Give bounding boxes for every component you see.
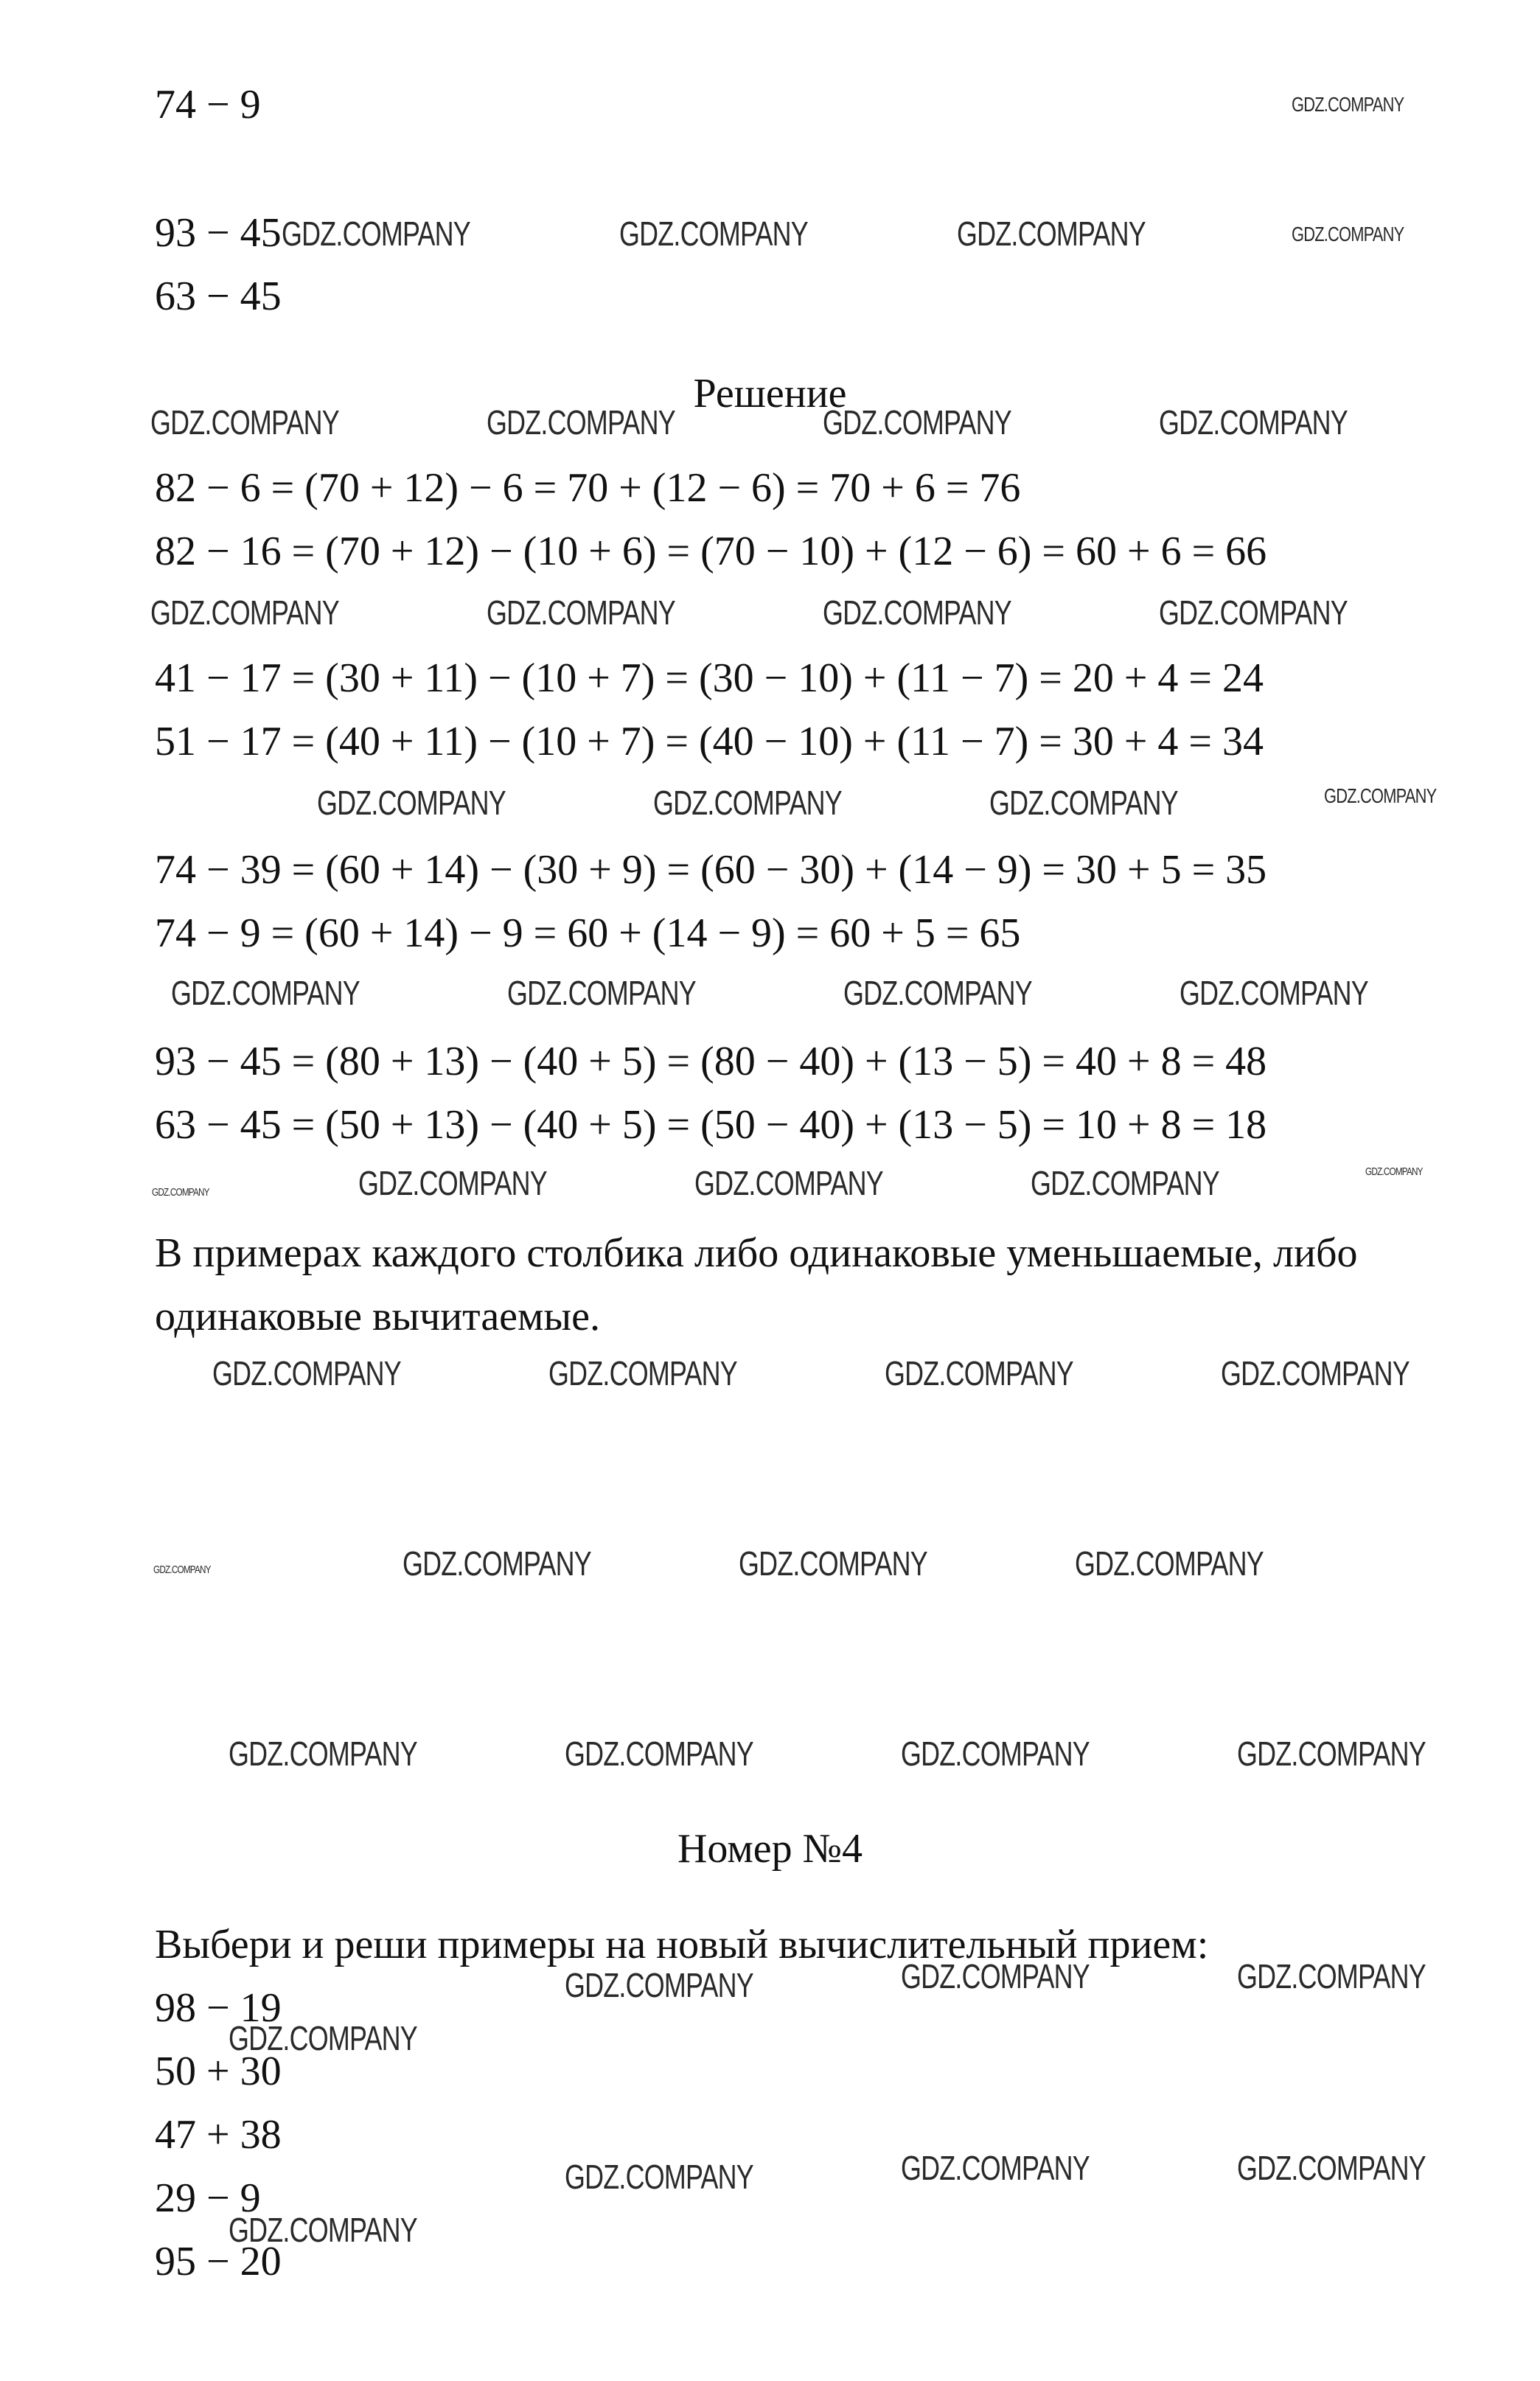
task-example: 98 − 19 <box>155 1985 282 2031</box>
watermark: GDZ.COMPANY <box>1031 1164 1219 1202</box>
watermark: GDZ.COMPANY <box>282 215 470 253</box>
watermark: GDZ.COMPANY <box>153 1563 211 1576</box>
watermark: GDZ.COMPANY <box>487 593 675 632</box>
watermark: GDZ.COMPANY <box>823 593 1011 632</box>
watermark: GDZ.COMPANY <box>901 1735 1090 1773</box>
watermark: GDZ.COMPANY <box>1221 1354 1410 1392</box>
watermark: GDZ.COMPANY <box>1159 403 1348 442</box>
example-line: 74 − 9 <box>155 82 261 128</box>
watermark: GDZ.COMPANY <box>1159 593 1348 632</box>
watermark: GDZ.COMPANY <box>989 784 1178 822</box>
task-text: Выбери и реши примеры на новый вычислительный прием: <box>155 1922 1209 1967</box>
solution-line: 51 − 17 = (40 + 11) − (10 + 7) = (40 − 10) + (11 − 7) = 30 + 4 = 34 <box>155 719 1264 764</box>
solution-line: 82 − 6 = (70 + 12) − 6 = 70 + (12 − 6) = 70 + 6 = 76 <box>155 465 1021 511</box>
watermark: GDZ.COMPANY <box>152 1186 209 1199</box>
watermark: GDZ.COMPANY <box>1180 974 1368 1012</box>
watermark: GDZ.COMPANY <box>901 1957 1090 1995</box>
watermark: GDZ.COMPANY <box>694 1164 883 1202</box>
watermark: GDZ.COMPANY <box>843 974 1032 1012</box>
watermark: GDZ.COMPANY <box>1292 93 1404 116</box>
task-example: 47 + 38 <box>155 2112 282 2158</box>
task-heading: Номер №4 <box>677 1826 863 1872</box>
watermark: GDZ.COMPANY <box>565 2158 753 2196</box>
watermark: GDZ.COMPANY <box>565 1735 753 1773</box>
watermark: GDZ.COMPANY <box>739 1544 927 1583</box>
watermark: GDZ.COMPANY <box>1237 1735 1426 1773</box>
example-line: 63 − 45 <box>155 273 282 319</box>
watermark: GDZ.COMPANY <box>1292 223 1404 245</box>
solution-line: 41 − 17 = (30 + 11) − (10 + 7) = (30 − 10) + (11 − 7) = 20 + 4 = 24 <box>155 655 1264 701</box>
watermark: GDZ.COMPANY <box>957 215 1146 253</box>
solution-line: 82 − 16 = (70 + 12) − (10 + 6) = (70 − 10) + (12 − 6) = 60 + 6 = 66 <box>155 529 1267 574</box>
watermark: GDZ.COMPANY <box>1237 2149 1426 2187</box>
watermark: GDZ.COMPANY <box>619 215 808 253</box>
watermark: GDZ.COMPANY <box>317 784 506 822</box>
watermark: GDZ.COMPANY <box>653 784 842 822</box>
watermark: GDZ.COMPANY <box>212 1354 401 1392</box>
watermark: GDZ.COMPANY <box>358 1164 547 1202</box>
watermark: GDZ.COMPANY <box>901 2149 1090 2187</box>
task-example: 29 − 9 <box>155 2175 261 2221</box>
conclusion-text: одинаковые вычитаемые. <box>155 1294 600 1339</box>
watermark: GDZ.COMPANY <box>507 974 696 1012</box>
watermark: GDZ.COMPANY <box>150 403 339 442</box>
watermark: GDZ.COMPANY <box>171 974 360 1012</box>
watermark: GDZ.COMPANY <box>548 1354 737 1392</box>
solution-line: 74 − 39 = (60 + 14) − (30 + 9) = (60 − 30) + (14 − 9) = 30 + 5 = 35 <box>155 847 1267 893</box>
watermark: GDZ.COMPANY <box>885 1354 1073 1392</box>
watermark: GDZ.COMPANY <box>823 403 1011 442</box>
solution-line: 63 − 45 = (50 + 13) − (40 + 5) = (50 − 40) + (13 − 5) = 10 + 8 = 18 <box>155 1102 1267 1148</box>
watermark: GDZ.COMPANY <box>565 1966 753 2004</box>
watermark: GDZ.COMPANY <box>1237 1957 1426 1995</box>
watermark: GDZ.COMPANY <box>1365 1165 1423 1178</box>
watermark: GDZ.COMPANY <box>403 1544 591 1583</box>
watermark: GDZ.COMPANY <box>229 2019 417 2057</box>
conclusion-text: В примерах каждого столбика либо одинаковые уменьшаемые, либо <box>155 1230 1358 1276</box>
solution-heading: Решение <box>693 371 847 416</box>
watermark: GDZ.COMPANY <box>1324 784 1437 807</box>
task-example: 50 + 30 <box>155 2049 282 2094</box>
watermark: GDZ.COMPANY <box>1075 1544 1264 1583</box>
watermark: GDZ.COMPANY <box>487 403 675 442</box>
watermark: GDZ.COMPANY <box>150 593 339 632</box>
watermark: GDZ.COMPANY <box>229 2211 417 2249</box>
task-example: 95 − 20 <box>155 2239 282 2284</box>
example-line: 93 − 45 <box>155 210 282 256</box>
solution-line: 93 − 45 = (80 + 13) − (40 + 5) = (80 − 40) + (13 − 5) = 40 + 8 = 48 <box>155 1039 1267 1084</box>
solution-line: 74 − 9 = (60 + 14) − 9 = 60 + (14 − 9) = 60 + 5 = 65 <box>155 910 1021 956</box>
watermark: GDZ.COMPANY <box>229 1735 417 1773</box>
